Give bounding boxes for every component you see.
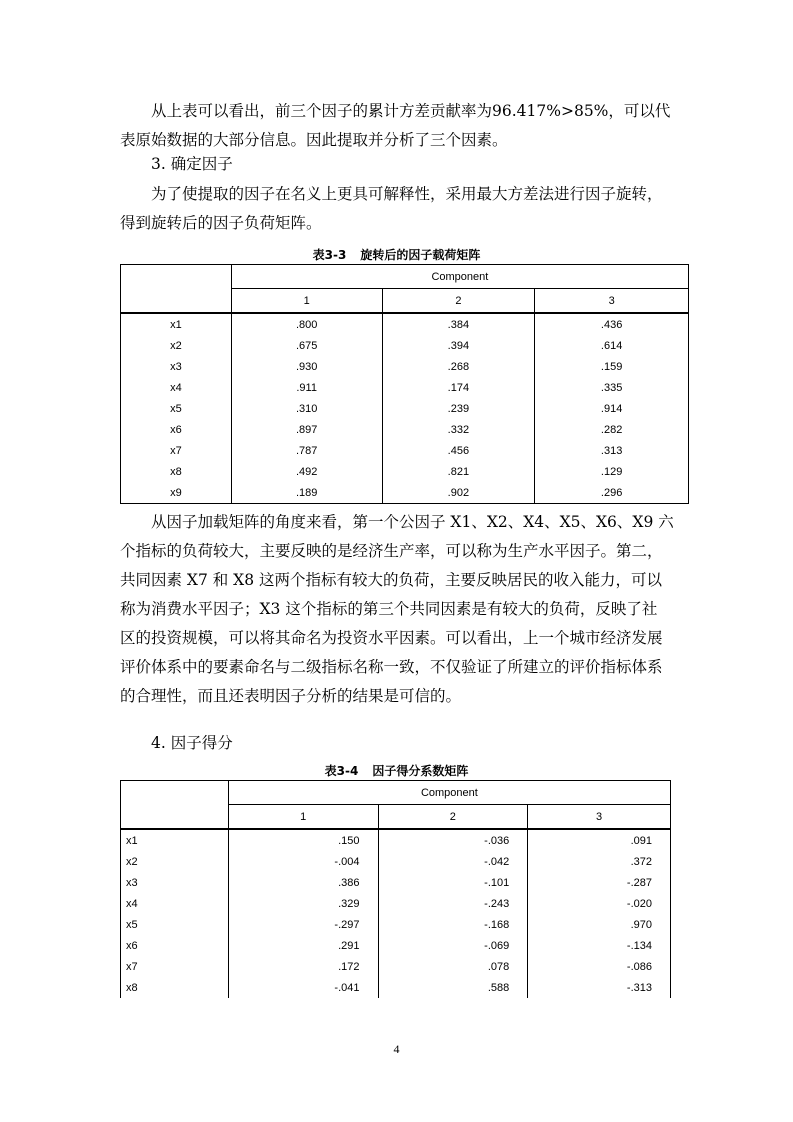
table-header-row	[121, 781, 671, 805]
table-row	[121, 440, 689, 461]
text-line: 为了使提取的因子在名义上更具可解释性，采用最大方差法进行因子旋转，	[151, 185, 663, 203]
table-cell: .296	[535, 482, 689, 504]
table-cell: -.041	[228, 977, 378, 998]
table-cell: .386	[228, 872, 378, 893]
column-header: 2	[378, 805, 528, 830]
table-corner-cell	[121, 781, 229, 830]
text-line: 区的投资规模，可以将其命名为投资水平因素。可以看出，上一个城市经济发展	[120, 629, 663, 647]
table-cell: .313	[535, 440, 689, 461]
paragraph-factor-interpretation	[120, 508, 672, 711]
table-cell: .902	[382, 482, 535, 504]
table-cell: .394	[382, 335, 535, 356]
text-line: 从因子加载矩阵的角度来看，第一个公因子 X1、X2、X4、X5、X6、X9 六	[151, 513, 674, 531]
row-label: x5	[121, 914, 229, 935]
row-label: x4	[121, 377, 232, 398]
table-row	[121, 893, 671, 914]
table-cell: .614	[535, 335, 689, 356]
table-cell: .930	[231, 356, 382, 377]
row-label: x7	[121, 440, 232, 461]
component-header: Component	[228, 781, 670, 805]
column-header: 2	[382, 289, 535, 314]
table-row	[121, 482, 689, 504]
table-cell: -.036	[378, 829, 528, 851]
table-cell: .332	[382, 419, 535, 440]
row-label: x6	[121, 419, 232, 440]
table-label: 表3-4	[324, 764, 359, 778]
table-cell: -.287	[528, 872, 671, 893]
table-cell: -.168	[378, 914, 528, 935]
table-cell: -.086	[528, 956, 671, 977]
table-row	[121, 356, 689, 377]
table-cell: .456	[382, 440, 535, 461]
table-title: 因子得分系数矩阵	[372, 764, 469, 778]
table-title: 旋转后的因子载荷矩阵	[360, 248, 481, 262]
table-header-row	[121, 265, 689, 289]
table-cell: .239	[382, 398, 535, 419]
table-cell: .150	[228, 829, 378, 851]
table-cell: .911	[231, 377, 382, 398]
table-row	[121, 977, 671, 998]
table-row	[121, 935, 671, 956]
table-cell: .384	[382, 313, 535, 335]
table-cell: .800	[231, 313, 382, 335]
table-cell: .675	[231, 335, 382, 356]
column-header: 3	[528, 805, 671, 830]
column-header: 1	[228, 805, 378, 830]
table-cell: .492	[231, 461, 382, 482]
table-cell: .436	[535, 313, 689, 335]
table-cell: .310	[231, 398, 382, 419]
row-label: x5	[121, 398, 232, 419]
table-corner-cell	[121, 265, 232, 314]
row-label: x7	[121, 956, 229, 977]
table-row	[121, 851, 671, 872]
table-cell: .335	[535, 377, 689, 398]
table-cell: -.134	[528, 935, 671, 956]
column-header: 1	[231, 289, 382, 314]
table-cell: .189	[231, 482, 382, 504]
table-cell: .970	[528, 914, 671, 935]
table-cell: .897	[231, 419, 382, 440]
table-cell: .174	[382, 377, 535, 398]
component-header: Component	[231, 265, 688, 289]
page-number: 4	[393, 1042, 400, 1056]
row-label: x8	[121, 977, 229, 998]
table-row	[121, 872, 671, 893]
section-heading-factor-scores: 4. 因子得分	[151, 734, 233, 752]
paragraph-variance-summary	[120, 97, 672, 155]
table-label: 表3-3	[312, 248, 347, 262]
table-cell: .129	[535, 461, 689, 482]
rotated-factor-loading-table	[120, 264, 689, 504]
table-cell: -.243	[378, 893, 528, 914]
text-line: 从上表可以看出，前三个因子的累计方差贡献率为96.417%>85%，可以代	[151, 102, 671, 120]
row-label: x3	[121, 356, 232, 377]
text-line: 表原始数据的大部分信息。因此提取并分析了三个因素。	[120, 131, 508, 149]
row-label: x4	[121, 893, 229, 914]
table-cell: -.020	[528, 893, 671, 914]
row-label: x9	[121, 482, 232, 504]
table-cell: .787	[231, 440, 382, 461]
table-cell: -.042	[378, 851, 528, 872]
row-label: x2	[121, 335, 232, 356]
text-line: 共同因素 X7 和 X8 这两个指标有较大的负荷，主要反映居民的收入能力，可以	[120, 571, 663, 589]
row-label: x1	[121, 313, 232, 335]
table-cell: .268	[382, 356, 535, 377]
table-cell: -.069	[378, 935, 528, 956]
text-line: 的合理性，而且还表明因子分析的结果是可信的。	[120, 687, 462, 705]
table-row	[121, 956, 671, 977]
table-cell: -.313	[528, 977, 671, 998]
table-cell: .078	[378, 956, 528, 977]
table-row	[121, 914, 671, 935]
table-row	[121, 335, 689, 356]
row-label: x1	[121, 829, 229, 851]
table-caption-score-coefficients	[0, 762, 793, 779]
table-cell: -.297	[228, 914, 378, 935]
table-cell: .821	[382, 461, 535, 482]
table-cell: .588	[378, 977, 528, 998]
table-cell: -.101	[378, 872, 528, 893]
row-label: x6	[121, 935, 229, 956]
table-cell: -.004	[228, 851, 378, 872]
text-line: 个指标的负荷较大，主要反映的是经济生产率，可以称为生产水平因子。第二，	[120, 542, 663, 560]
table-row	[121, 461, 689, 482]
table-cell: .372	[528, 851, 671, 872]
table-cell: .914	[535, 398, 689, 419]
row-label: x2	[121, 851, 229, 872]
paragraph-rotation-intro	[120, 180, 672, 238]
table-row	[121, 398, 689, 419]
table-row	[121, 313, 689, 335]
table-cell: .172	[228, 956, 378, 977]
table-cell: .159	[535, 356, 689, 377]
table-cell: .091	[528, 829, 671, 851]
table-row	[121, 377, 689, 398]
text-line: 得到旋转后的因子负荷矩阵。	[120, 214, 322, 232]
table-cell: .282	[535, 419, 689, 440]
text-line: 称为消费水平因子；X3 这个指标的第三个共同因素是有较大的负荷，反映了社	[120, 600, 658, 618]
column-header: 3	[535, 289, 689, 314]
text-line: 评价体系中的要素命名与二级指标名称一致，不仅验证了所建立的评价指标体系	[120, 658, 663, 676]
table-cell: .329	[228, 893, 378, 914]
table-cell: .291	[228, 935, 378, 956]
row-label: x8	[121, 461, 232, 482]
section-heading-determine-factors: 3. 确定因子	[151, 155, 233, 173]
table-caption-rotated-loadings	[0, 246, 793, 263]
factor-score-coefficient-table	[120, 780, 671, 998]
row-label: x3	[121, 872, 229, 893]
table-row	[121, 419, 689, 440]
table-row	[121, 829, 671, 851]
